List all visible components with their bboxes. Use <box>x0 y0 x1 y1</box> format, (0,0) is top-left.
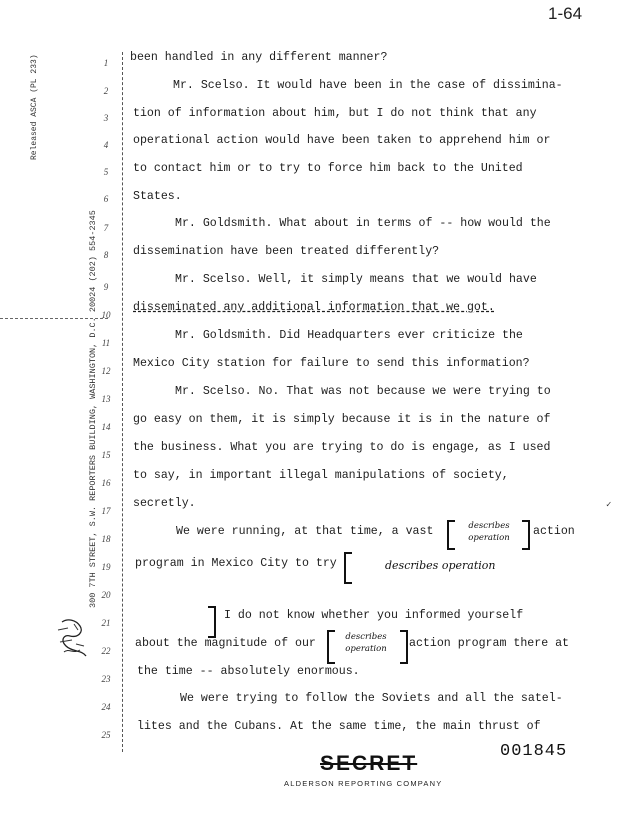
line-number: 18 <box>101 534 111 544</box>
transcript-line: go easy on them, it is simply because it is in the nature of <box>133 413 551 426</box>
transcript-line: We were trying to follow the Soviets and all the satel- <box>180 692 563 705</box>
transcript-line: I do not know whether you informed yourself <box>224 609 524 622</box>
reporter-name: ALDERSON REPORTING COMPANY <box>284 779 443 788</box>
line-number: 6 <box>103 194 109 204</box>
line-number: 24 <box>101 702 111 712</box>
transcript-line: to contact him or to try to force him back to the United <box>133 162 523 175</box>
line-number: 12 <box>101 366 111 376</box>
line-number: 13 <box>101 394 111 404</box>
line-number: 5 <box>103 167 109 177</box>
line-number: 10 <box>101 310 111 320</box>
redaction-note: describes <box>345 632 387 642</box>
transcript-line: program in Mexico City to try <box>135 557 337 570</box>
transcript-line: Mexico City station for failure to send this information? <box>133 357 530 370</box>
document-number: 001845 <box>500 742 568 761</box>
transcript-line: action <box>533 525 575 538</box>
redaction-note: operation <box>468 533 510 543</box>
transcript-line: Mr. Goldsmith. What about in terms of -- how would the <box>175 217 551 230</box>
line-number: 1 <box>103 58 109 68</box>
line-number: 17 <box>101 506 111 516</box>
transcript-line: to say, in important illegal manipulations of society, <box>133 469 509 482</box>
line-number: 4 <box>103 140 109 150</box>
redaction-note: describes operation <box>385 559 496 572</box>
margin-rule <box>122 52 124 752</box>
line-number: 19 <box>101 562 111 572</box>
line-number: 2 <box>103 86 109 96</box>
line-number: 9 <box>103 282 109 292</box>
transcript-line: disseminated any additional information that we got. <box>133 301 495 314</box>
line-number: 25 <box>101 730 111 740</box>
line-number: 8 <box>103 250 109 260</box>
transcript-line: the time -- absolutely enormous. <box>137 665 360 678</box>
redaction-bracket-left <box>447 520 455 550</box>
release-stamp: Released ASCA (PL 233) <box>30 54 39 160</box>
transcript-line: States. <box>133 190 182 203</box>
transcript-line: secretly. <box>133 497 196 510</box>
transcript-line: dissemination have been treated differently? <box>133 245 440 258</box>
transcript-line: about the magnitude of our <box>135 637 316 650</box>
page-number: 1-64 <box>548 4 583 23</box>
transcript-line: Mr. Scelso. No. That was not because we were trying to <box>175 385 551 398</box>
redaction-bracket-left <box>327 630 335 664</box>
line-number: 23 <box>101 674 111 684</box>
line-number: 16 <box>101 478 111 488</box>
line-number: 20 <box>101 590 111 600</box>
classification-stamp: SECRET <box>320 752 418 775</box>
redaction-bracket-left <box>344 552 352 584</box>
line-number: 7 <box>103 223 109 233</box>
transcript-line: Mr. Goldsmith. Did Headquarters ever criticize the <box>175 329 523 342</box>
transcript-line: Mr. Scelso. Well, it simply means that we would have <box>175 273 537 286</box>
line-number: 22 <box>101 646 111 656</box>
reporter-address-imprint: 300 7TH STREET, S.W. REPORTERS BUILDING, WASHINGTON, D.C. 20024 (202) 554-2345 <box>88 210 98 608</box>
transcript-line: tion of information about him, but I do not think that any <box>133 107 537 120</box>
transcript-line: operational action would have been taken to apprehend him or <box>133 134 551 147</box>
margin-doodle-icon <box>54 616 94 660</box>
redaction-bracket-right <box>208 606 216 638</box>
line-number: 11 <box>101 338 111 348</box>
redaction-note: describes <box>468 521 510 531</box>
transcript-line: been handled in any different manner? <box>130 51 388 64</box>
line-number: 3 <box>103 113 109 123</box>
line-number: 15 <box>101 450 111 460</box>
transcript-line: lites and the Cubans. At the same time, the main thrust of <box>137 720 541 733</box>
transcript-line: Mr. Scelso. It would have been in the case of dissimina- <box>173 79 563 92</box>
redaction-bracket-right <box>400 630 408 664</box>
redaction-note: operation <box>345 644 387 654</box>
line-number: 14 <box>101 422 111 432</box>
margin-tick-icon: ✓ <box>606 500 612 510</box>
transcript-line: the business. What you are trying to do is engage, as I used <box>133 441 551 454</box>
transcript-line: We were running, at that time, a vast <box>176 525 434 538</box>
transcript-line: action program there at <box>409 637 570 650</box>
line-number: 21 <box>101 618 111 628</box>
redaction-bracket-right <box>522 520 530 550</box>
